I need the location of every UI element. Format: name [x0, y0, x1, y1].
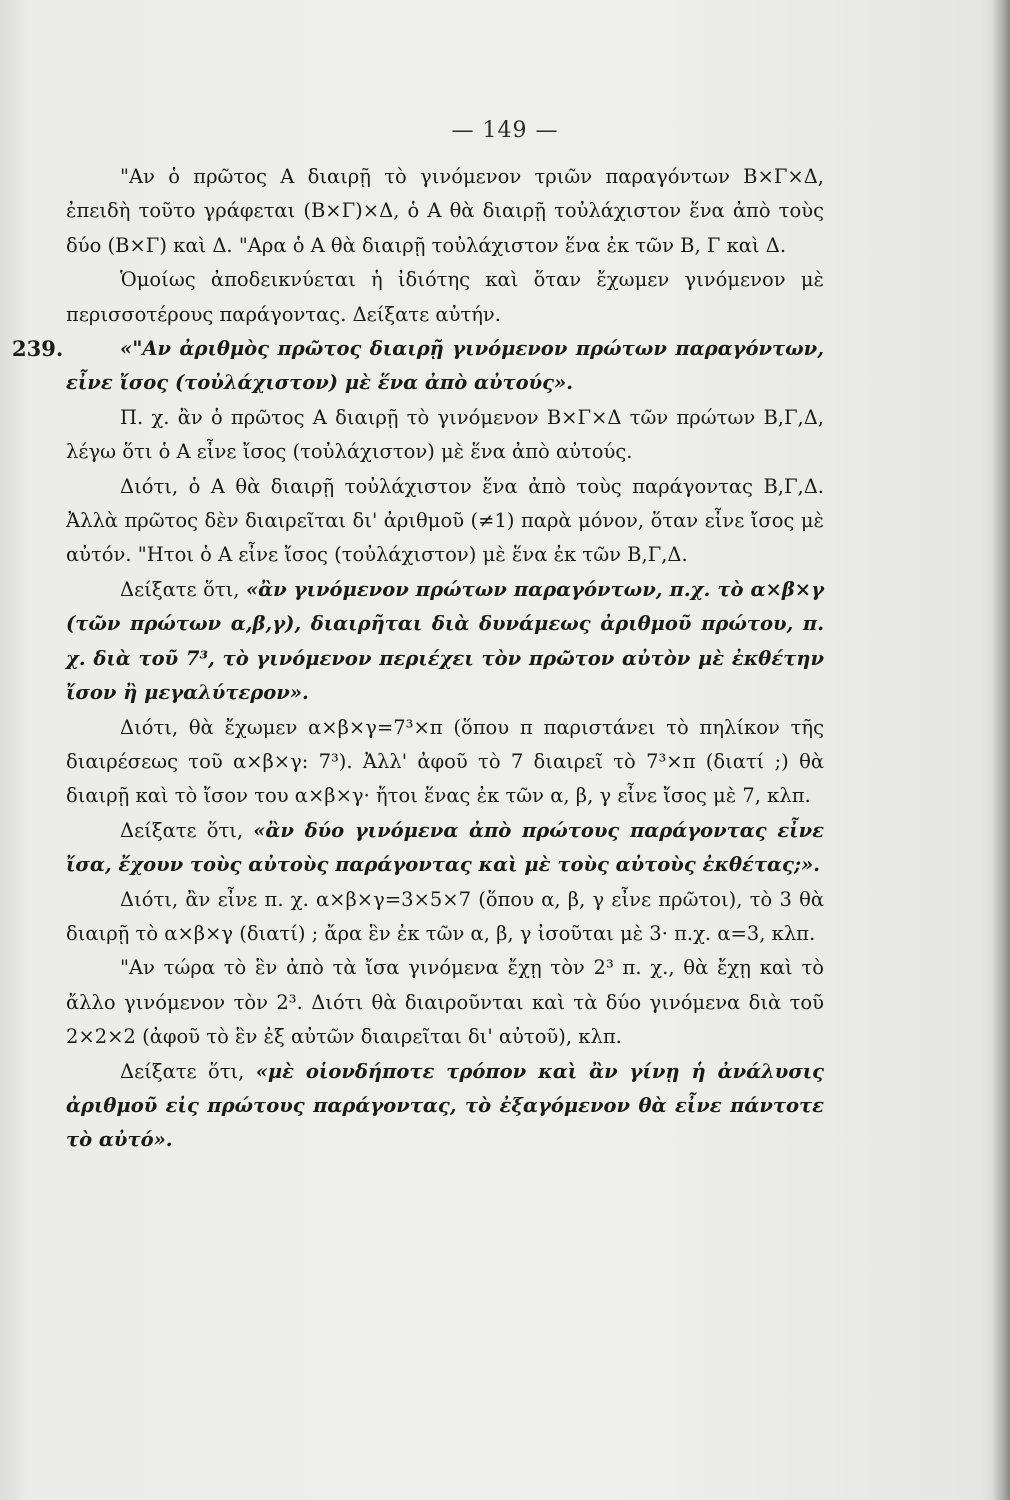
paragraph-6: Διότι, θὰ ἔχωμεν α×β×γ=7³×π (ὅπου π παριστάνει τὸ πηλίκον τῆς διαιρέσεως τοῦ α×β×γ: 7³). Ἀλλ' ἀφοῦ τὸ 7 διαιρεῖ τὸ 7³×π (διατί ;) θὰ διαιρῇ καὶ τὸ ἴσον του α×β×γ· ἤτοι ἕνας ἐκ τῶν α, β, γ εἶνε ἴσος μὲ 7, κλπ.: [66, 715, 824, 808]
section-239: [12, 332, 824, 401]
page-spine-shadow: [992, 0, 1010, 1500]
paragraph-5-statement: «ἂν γινόμενον πρώτων παραγόντων, π.χ. τὸ α×β×γ (τῶν πρώτων α,β,γ), διαιρῆται διὰ δυνάμεως ἀριθμοῦ πρώτου, π. χ. διὰ τοῦ 7³, τὸ γινόμενον περιέχει τὸν πρῶτον αὐτὸν μὲ ἐκθέτην ἴσον ἢ μεγαλύτερον».: [66, 577, 825, 705]
paragraph-7: [66, 814, 824, 883]
section-title: «"Αν ἀριθμὸς πρῶτος διαιρῇ γινόμενον πρώτων παραγόντων, εἶνε ἴσος (τοὐλάχιστον) μὲ ἕνα ἀπὸ αὐτούς».: [66, 337, 824, 395]
page-content: [12, 160, 825, 1158]
paragraph-3: Π. χ. ἂν ὁ πρῶτος Α διαιρῇ τὸ γινόμενον Β×Γ×Δ τῶν πρώτων Β,Γ,Δ, λέγω ὅτι ὁ Α εἶνε ἴσος (τοὐλάχιστον) μὲ ἕνα ἀπὸ αὐτούς.: [66, 405, 824, 464]
paragraph-5-lead: Δείξατε ὅτι,: [120, 577, 240, 601]
paragraph-4: Διότι, ὁ Α θὰ διαιρῇ τοὐλάχιστον ἕνα ἀπὸ τοὺς παράγοντας Β,Γ,Δ. Ἀλλὰ πρῶτος δὲν διαιρεῖται δι' ἀριθμοῦ (≠1) παρὰ μόνον, ὅταν εἶνε ἴσος μὲ αὐτόν. "Ητοι ὁ Α εἶνε ἴσος (τοὐλάχιστον) μὲ ἕνα ἐκ τῶν Β,Γ,Δ.: [66, 474, 824, 567]
paragraph-2: Ὁμοίως ἀποδεικνύεται ἡ ἰδιότης καὶ ὅταν ἔχωμεν γινόμενον μὲ περισσοτέρους παράγοντας. Δείξατε αὐτήν.: [66, 268, 824, 326]
paragraph-7-lead: Δείξατε ὅτι,: [120, 818, 244, 842]
paragraph-1: "Αν ὁ πρῶτος Α διαιρῇ τὸ γινόμενον τριῶν παραγόντων Β×Γ×Δ, ἐπειδὴ τοῦτο γράφεται (Β×Γ)×Δ, ὁ Α θὰ διαιρῇ τοὐλάχιστον ἕνα ἀπὸ τοὺς δύο (Β×Γ) καὶ Δ. "Αρα ὁ Α θὰ διαιρῇ τοὐλάχιστον ἕνα ἐκ τῶν Β, Γ καὶ Δ.: [66, 165, 824, 257]
paragraph-8: Διότι, ἂν εἶνε π. χ. α×β×γ=3×5×7 (ὅπου α, β, γ εἶνε πρῶτοι), τὸ 3 θὰ διαιρῇ τὸ α×β×γ (διατί) ; ἄρα ἓν ἐκ τῶν α, β, γ ἰσοῦται μὲ 3· π.χ. α=3, κλπ.: [66, 887, 824, 945]
paragraph-7-statement: «ἂν δύο γινόμενα ἀπὸ πρώτους παράγοντας εἶνε ἴσα, ἔχουν τοὺς αὐτοὺς παράγοντας καὶ μὲ τοὺς αὐτοὺς ἐκθέτας;».: [66, 818, 824, 877]
paragraph-10: [66, 1055, 824, 1158]
paragraph-5: [66, 573, 824, 711]
paragraph-9: "Αν τώρα τὸ ἓν ἀπὸ τὰ ἴσα γινόμενα ἔχῃ τὸν 2³ π. χ., θὰ ἔχῃ καὶ τὸ ἄλλο γινόμενον τὸν 2³. Διότι θὰ διαιροῦνται καὶ τὰ δύο γινόμενα διὰ τοῦ 2×2×2 (ἀφοῦ τὸ ἓν ἐξ αὐτῶν διαιρεῖται δι' αὐτοῦ), κλπ.: [66, 956, 824, 1049]
paragraph-10-lead: Δείξατε ὅτι,: [120, 1059, 245, 1083]
section-number: 239.: [12, 336, 64, 362]
page-number: — 149 —: [451, 118, 559, 143]
paragraph-10-statement: «μὲ οἱονδήποτε τρόπον καὶ ἂν γίνῃ ἡ ἀνάλυσις ἀριθμοῦ εἰς πρώτους παράγοντας, τὸ ἐξαγόμενον θὰ εἶνε πάντοτε τὸ αὐτό».: [66, 1059, 825, 1152]
